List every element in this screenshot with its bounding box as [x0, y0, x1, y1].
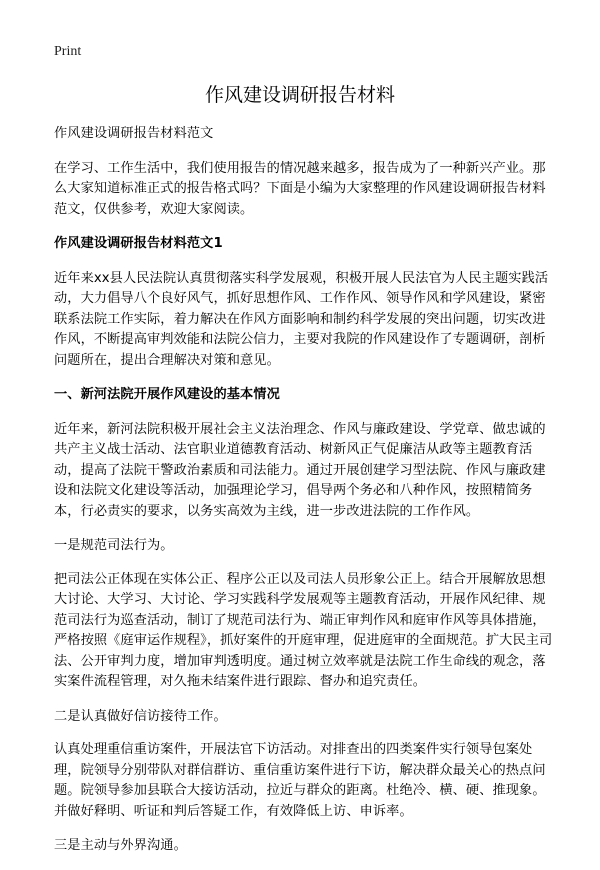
section-title: 作风建设调研报告材料范文1	[54, 236, 223, 251]
document-subtitle: 作风建设调研报告材料范文	[54, 126, 214, 141]
point-2: 二是认真做好信访接待工作。	[54, 708, 227, 724]
paragraph-2: 近年来，新河法院积极开展社会主义法治理念、作风与廉政建设、学党章、做忠诚的共产主义战士活动、法官职业道德教育活动、树新风正气促廉洁从政等主题教育活动，提高了法院干警政治素质和司法能力。通过开展创建学习型法院、作风与廉政建设和法院文化建设等活动，加强理论学习，倡导两个务必和八种作风，按照精简务本，行必责实的要求，以务实高效为主线，进一步改进法院的工作作风。	[54, 421, 546, 519]
point-1: 一是规范司法行为。	[54, 538, 174, 553]
print-link[interactable]: Print	[54, 44, 82, 59]
paragraph-3: 把司法公正体现在实体公正、程序公正以及司法人员形象公正上。结合开展解放思想大讨论、大学习、大讨论、学习实践科学发展观等主题教育活动，开展作风纪律、规范司法行为巡查活动，制订了规范司法行为、端正审判作风和庭审作风等具体措施，严格按照《庭审运作规程》，抓好案件的开庭审理，促进庭审的全面规范。扩大民主司法、公开审判力度，增加审判透明度。通过树立效率就是法院工作生命线的观念，落实案件流程管理，对久拖未结案件进行跟踪、督办和追究责任。	[54, 571, 553, 689]
document-body	[54, 124, 556, 870]
paragraph-1: 近年来xx县人民法院认真贯彻落实科学发展观，积极开展人民法官为人民主题实践活动，大力倡导八个良好风气，抓好思想作风、工作作风、领导作风和学风建设，紧密联系法院工作实际，着力解决在作风方面影响和制约科学发展的突出问题，切实改进作风，不断提高审判效能和法院公信力，主要对我院的作风建设作了专题调研，剖析问题所在，提出合理解决对策和意见。	[54, 270, 549, 368]
document-title: 作风建设调研报告材料	[204, 84, 395, 106]
intro-paragraph: 在学习、工作生活中，我们使用报告的情况越来越多，报告成为了一种新兴产业。那么大家知道标准正式的报告格式吗？下面是小编为大家整理的作风建设调研报告材料范文，仅供参考，欢迎大家阅读。	[54, 160, 546, 217]
heading-basic-situation: 一、新河法院开展作风建设的基本情况	[54, 387, 280, 402]
point-3: 三是主动与外界沟通。	[54, 838, 187, 853]
paragraph-4: 认真处理重信重访案件，开展法官下访活动。对排查出的四类案件实行领导包案处理，院领导分别带队对群信群访、重信重访案件进行下访，解决群众最关心的热点问题。院领导参加县联合大接访活动，拉近与群众的距离。杜绝冷、横、硬、推现象。并做好释明、听证和判后答疑工作，有效降低上访、申诉率。	[54, 742, 546, 819]
